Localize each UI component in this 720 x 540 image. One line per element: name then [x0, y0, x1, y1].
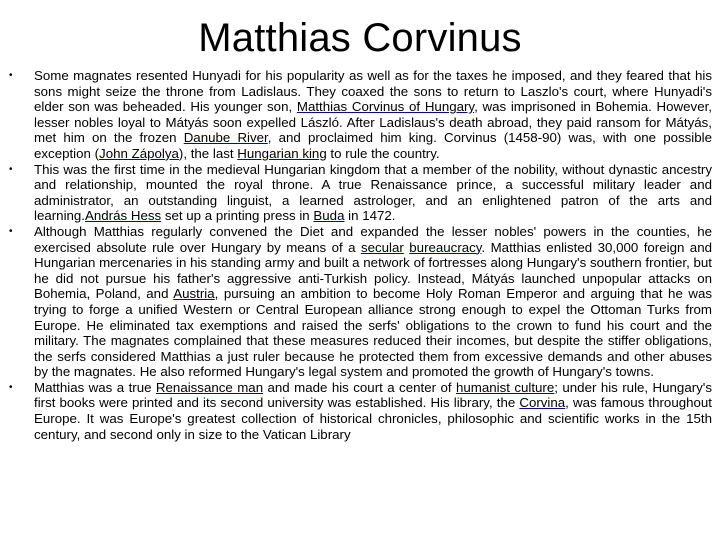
bullet-text: , was famous throughout Europe. It was Europe's greatest collection of historical chronicles, philosophic and scientific works in the 15th century, and second only in size to the Vatican Library	[34, 395, 712, 442]
bullet-text: Although Matthias regularly convened the Diet and expanded the lesser nobles' powers in the counties, he exercised absolute rule over Hungary by means of a	[34, 223, 712, 255]
hyperlink[interactable]: Corvina	[519, 395, 566, 411]
slide-title: Matthias Corvinus	[198, 16, 522, 60]
hyperlink[interactable]: Renaissance man	[155, 379, 264, 395]
bullet-text: ), the last	[178, 145, 238, 161]
bullet-text: , pursuing an ambition to become Holy Roman Emperor and arguing that he was trying to forge a unified Western or Central European alliance strong enough to expel the Ottoman Turks from Europe. He eliminated tax exemptions and raised the serfs' obligations to the crown to fund his court and the military. The magnates complained that these measures reduced their incomes, but despite the stiffer obligations, the serfs considered Matthias a just ruler because he protected them from excessive demands and other abuses by the magnates. He also reformed Hungary's legal system and promoted the growth of Hungary's towns.	[34, 286, 712, 380]
bullet-text: to rule the country.	[326, 145, 440, 161]
bullet-item	[9, 223, 712, 380]
bullet-item	[9, 68, 712, 162]
bullet-text: . Matthias enlisted 30,000 foreign and Hungarian mercenaries in his standing army and built a network of fortresses along Hungary's southern frontier, but he did not pursue his father's aggressive anti-Turkish policy. Instead, Mátyás launched unpopular attacks on Bohemia, Poland, and	[34, 239, 712, 302]
bullet-dot-icon: •	[9, 70, 13, 81]
bullet-text: set up a printing press in	[161, 208, 314, 224]
bullet-dot-icon: •	[9, 381, 13, 393]
hyperlink[interactable]: humanist culture	[455, 379, 555, 395]
bullet-item	[9, 161, 712, 224]
hyperlink[interactable]: Danube River	[183, 130, 268, 146]
hyperlink[interactable]: John Zápolya	[99, 145, 179, 161]
bullet-text: , was imprisoned in Bohemia. However, lesser nobles loyal to Mátyás soon expelled László. After Ladislaus's death abroad, they paid ransom for Mátyás, met him on the frozen	[34, 99, 712, 146]
bullet-text: in 1472.	[344, 208, 396, 224]
bullet-text: , and proclaimed him king. Corvinus (1458-90) was, with one possible exception (	[34, 130, 712, 161]
hyperlink[interactable]: Buda	[313, 208, 345, 224]
bullet-list	[9, 68, 712, 442]
hyperlink[interactable]: Matthias Corvinus of Hungary	[296, 99, 475, 115]
bullet-text: This was the first time in the medieval Hungarian kingdom that a member of the nobility, without dynastic ancestry and relationship, mounted the royal throne. A true Renaissance prince, a successful military leader and administrator, an outstanding linguist, a learned astrologer, and an enlightened patron of the arts and learning.	[34, 161, 712, 224]
hyperlink[interactable]: Hungarian king	[237, 145, 327, 161]
bullet-text: Some magnates resented Hunyadi for his popularity as well as for the taxes he imposed, and they feared that his sons might seize the throne from Ladislaus. They coaxed the sons to return to Laszlo's court, where Hunyadi's elder son was beheaded. His younger son,	[34, 68, 712, 115]
hyperlink[interactable]: secular	[360, 239, 404, 255]
bullet-item	[9, 379, 712, 442]
bullet-dot-icon: •	[9, 225, 13, 237]
bullet-text: and made his court a center of	[263, 379, 456, 395]
bullet-text: Matthias was a true	[34, 379, 156, 395]
bullet-dot-icon: •	[9, 163, 13, 175]
bullet-text: ; under his rule, Hungary's first books were printed and its second university was established. His library, the	[34, 379, 712, 411]
hyperlink[interactable]: András Hess	[85, 208, 162, 224]
hyperlink[interactable]: bureaucracy	[409, 239, 482, 255]
hyperlink[interactable]: Austria	[173, 286, 215, 302]
